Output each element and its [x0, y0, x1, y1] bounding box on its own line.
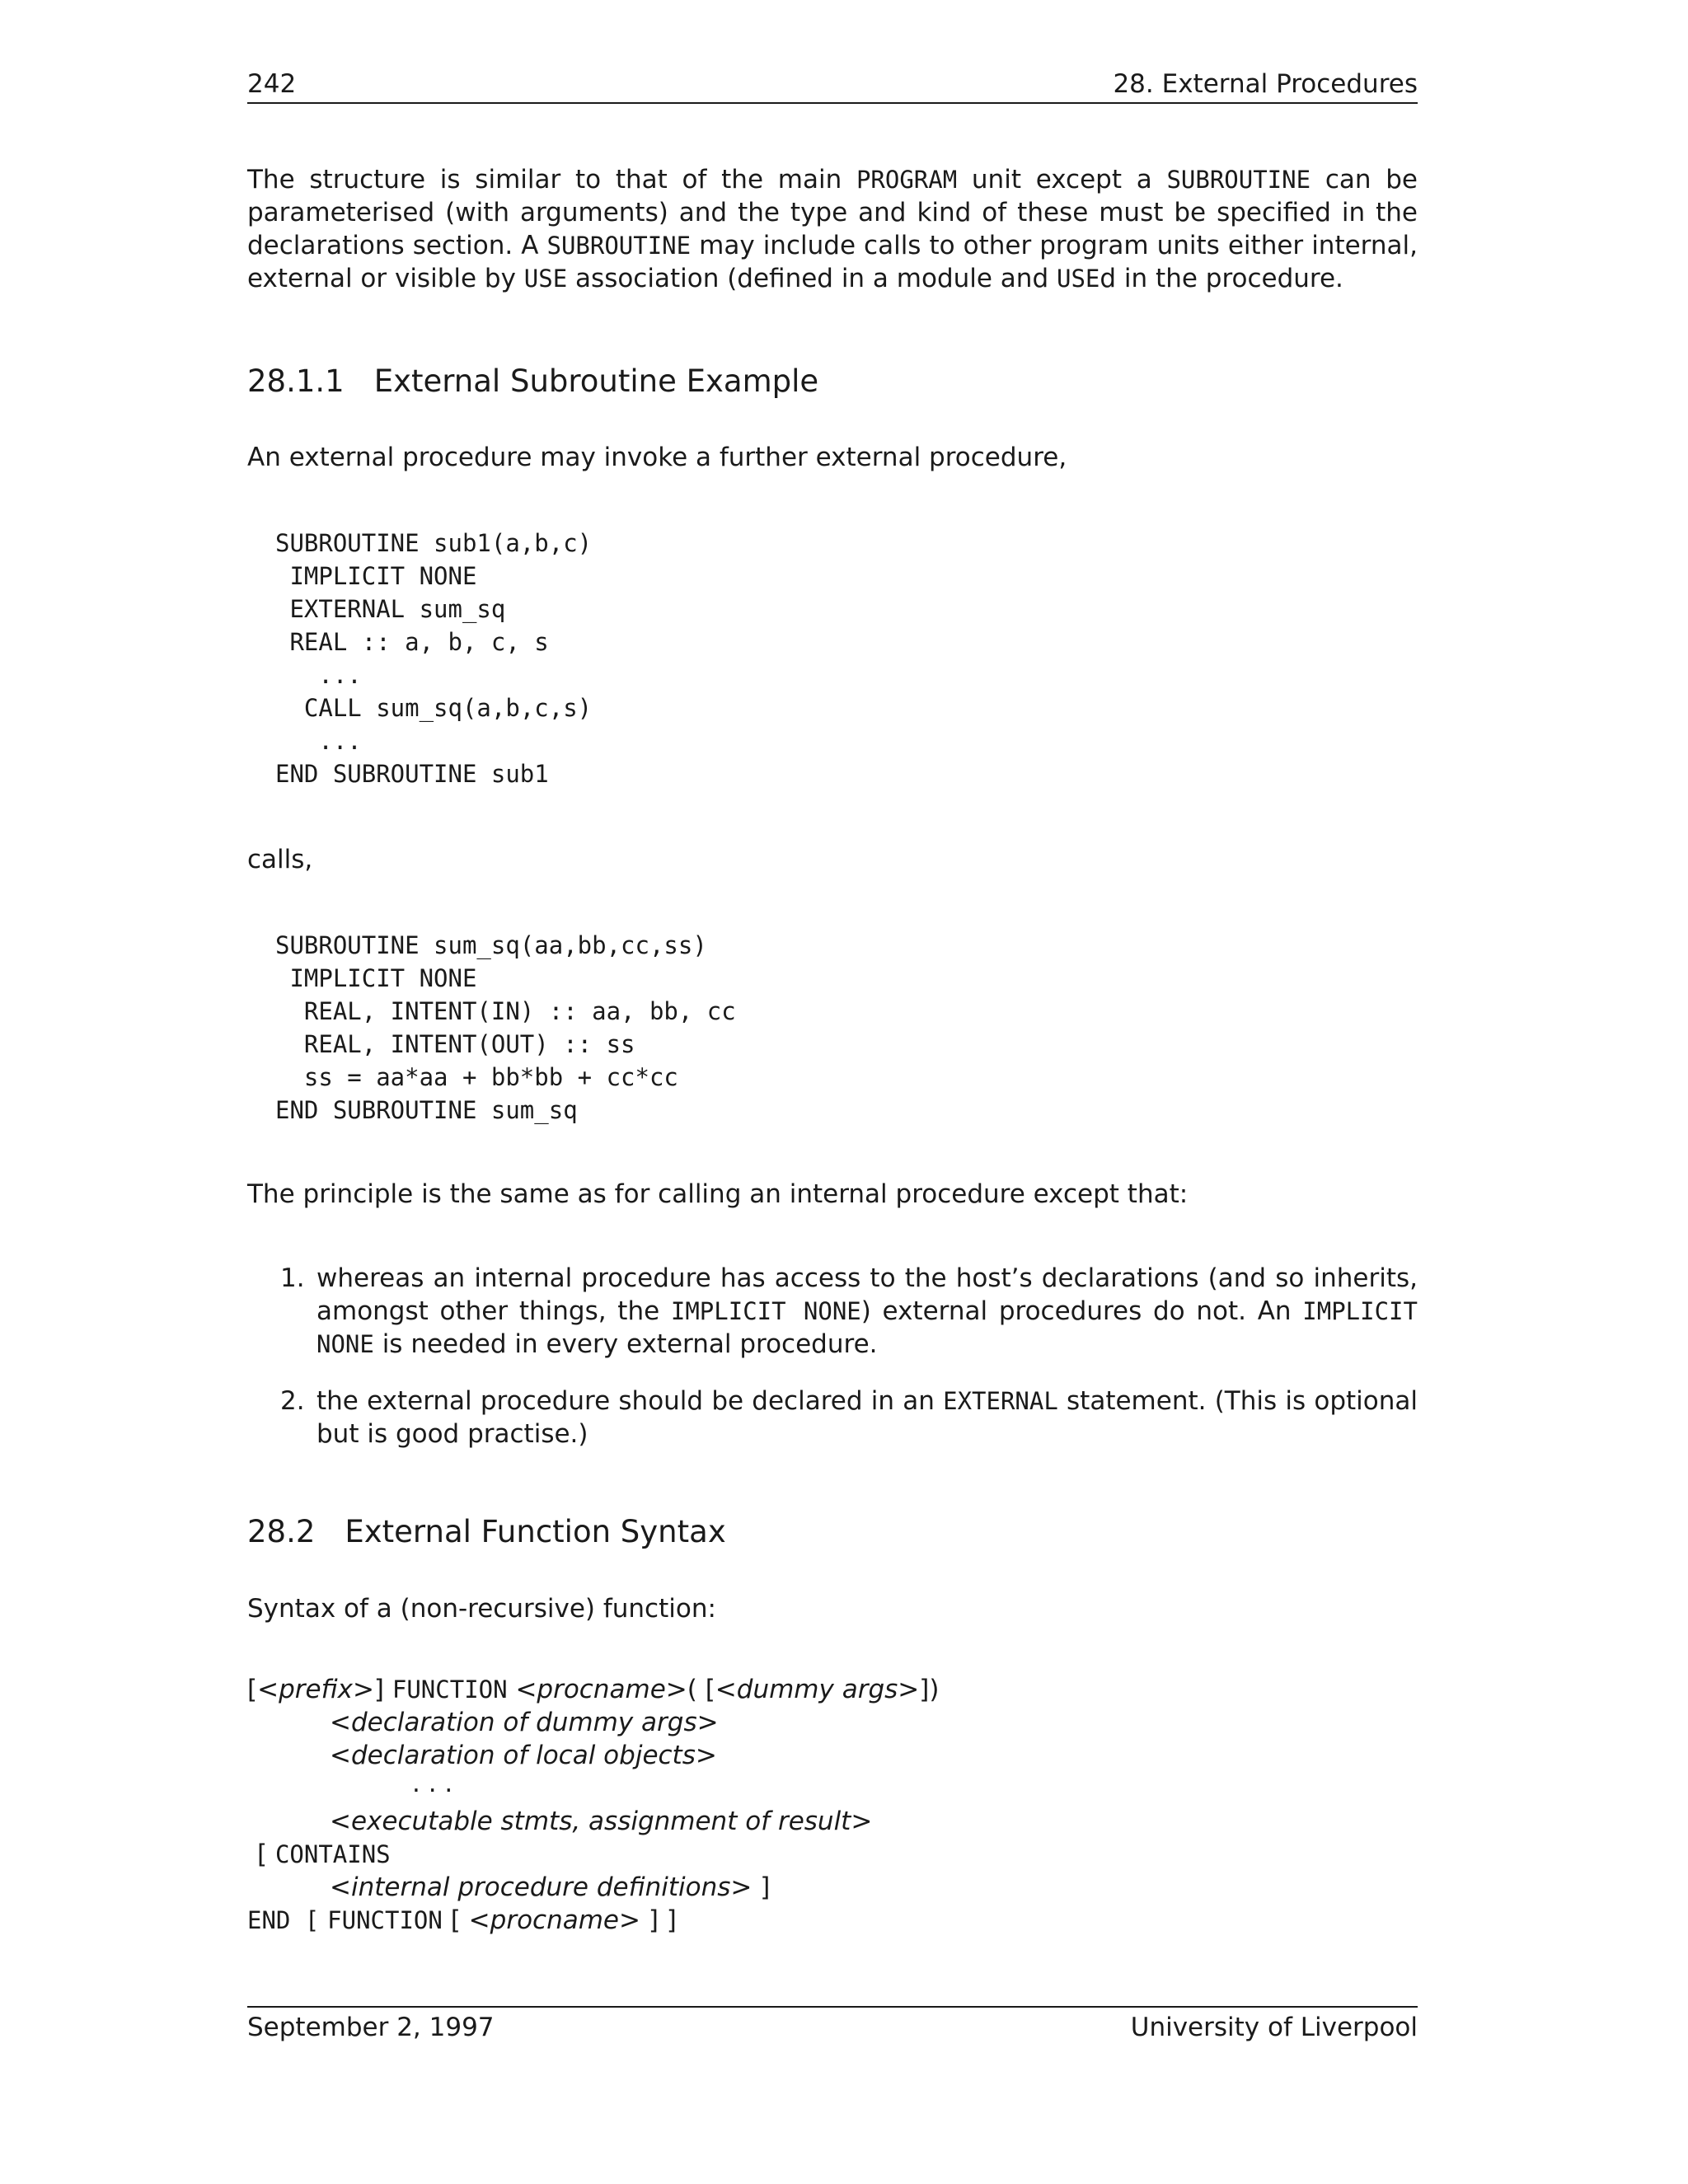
intro-paragraph: The structure is similar to that of the main PROGRAM unit except a SUBROUTINE can be parameterised (with arguments) and the type and kind of these must be specified in the declarations section. A SUBROUTINE may include calls to other program units either internal, external or visible by USE association (defined in a module and USEd in the procedure.	[247, 165, 1418, 293]
document-page	[247, 0, 1418, 2184]
syntax-line-end: END [ FUNCTION [ <procname> ] ]	[247, 1905, 677, 1935]
footer-institution: University of Liverpool	[1130, 2013, 1418, 2042]
syntax-line-executable: <executable stmts, assignment of result>	[330, 1807, 873, 1836]
code-block-sum-sq: SUBROUTINE sum_sq(aa,bb,cc,ss) IMPLICIT NONE REAL, INTENT(IN) :: aa, bb, cc REAL, INTENT(OUT) :: ss ss = aa*aa + bb*bb + cc*cc END SUBROUTINE sum_sq	[275, 931, 736, 1124]
running-header-title: 28. External Procedures	[1113, 69, 1418, 99]
section-heading-28-1-1: 28.1.1 External Subroutine Example	[247, 363, 819, 399]
syntax-line-local-objects: <declaration of local objects>	[330, 1741, 717, 1770]
header-rule	[247, 102, 1418, 104]
list-item-text: the external procedure should be declared in an EXTERNAL statement. (This is optional but is good practise.)	[316, 1386, 1418, 1449]
section-lead-paragraph: An external procedure may invoke a further external procedure,	[247, 443, 1067, 472]
section-heading-28-2: 28.2 External Function Syntax	[247, 1514, 726, 1549]
function-syntax-block	[247, 1673, 1418, 1945]
list-item-text: whereas an internal procedure has access to the host’s declarations (and so inherits, amongst other things, the IMPLICIT NONE) external procedures do not. An IMPLICIT NONE is needed in every external procedure.	[316, 1263, 1418, 1359]
list-marker: 2.	[280, 1386, 305, 1416]
syntax-line-contains: [ CONTAINS	[257, 1840, 391, 1869]
syntax-line-ellipsis: . . .	[412, 1769, 453, 1798]
list-marker: 1.	[280, 1263, 305, 1293]
syntax-line-dummy-args: <declaration of dummy args>	[330, 1708, 719, 1737]
page-number: 242	[247, 69, 297, 99]
footer-rule	[247, 2006, 1418, 2008]
syntax-line-internal-defs: <internal procedure definitions> ]	[330, 1872, 771, 1902]
code-block-sub1: SUBROUTINE sub1(a,b,c) IMPLICIT NONE EXTERNAL sum_sq REAL :: a, b, c, s ... CALL sum_sq(a,b,c,s) ... END SUBROUTINE sub1	[275, 529, 593, 788]
syntax-lead-paragraph: Syntax of a (non-recursive) function:	[247, 1594, 716, 1624]
principle-paragraph: The principle is the same as for calling an internal procedure except that:	[247, 1179, 1189, 1209]
calls-text: calls,	[247, 845, 313, 874]
syntax-line-function: [<prefix>] FUNCTION <procname>( [<dummy args>])	[247, 1675, 940, 1704]
footer-date: September 2, 1997	[247, 2013, 495, 2042]
